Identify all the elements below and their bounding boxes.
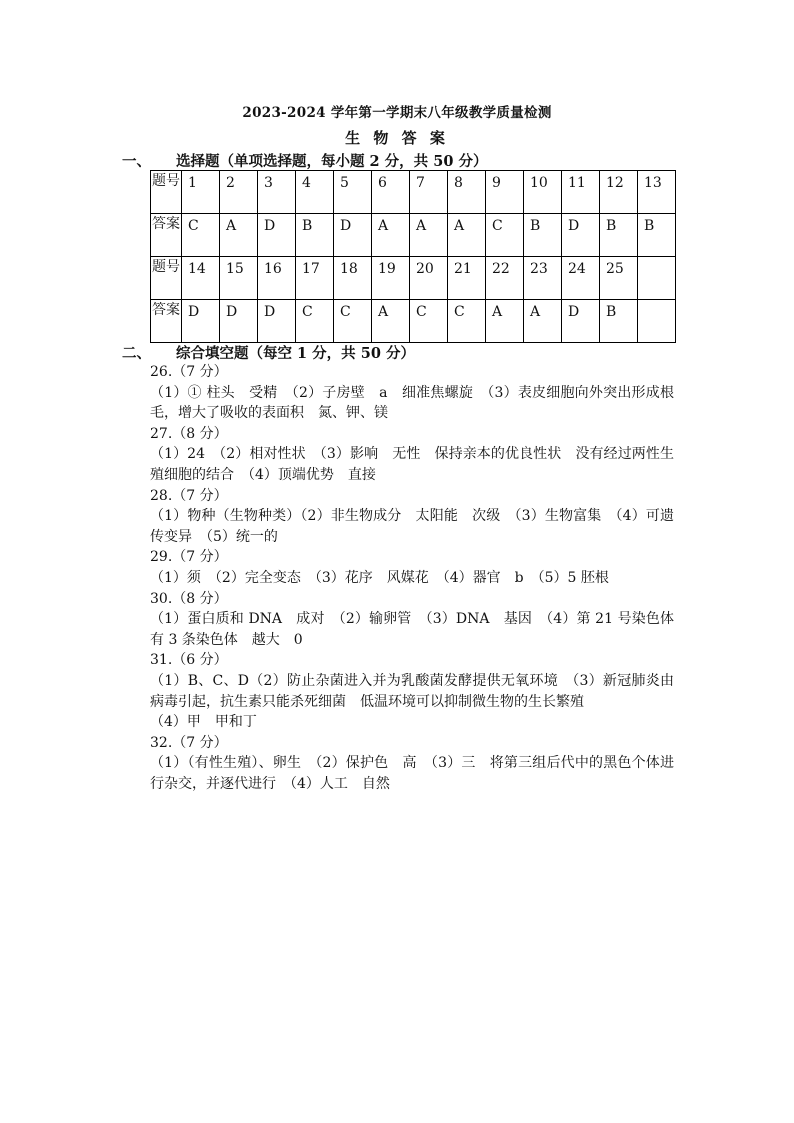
table-cell: A (410, 214, 448, 257)
section1-heading (122, 150, 487, 171)
table-cell: C (182, 214, 220, 257)
table-cell: 2 (220, 171, 258, 214)
answer-text: （1）（有性生殖）、卵生 （2）保护色 高 （3）三 将第三组后代中的黑色个体进行杂交，并逐代进行 （4）人工 自然 (150, 755, 674, 792)
table-cell: B (600, 214, 638, 257)
section1-title: 选择题（单项选择题，每小题 2 分，共 50 分） (176, 153, 488, 170)
answer-text: （4）甲 甲和丁 (150, 714, 257, 731)
question-number: 27.（8 分） (150, 425, 228, 442)
table-row-question-numbers (151, 171, 676, 214)
table-cell: A (372, 300, 410, 343)
table-cell: C (448, 300, 486, 343)
table-cell: 16 (258, 257, 296, 300)
table-cell: 14 (182, 257, 220, 300)
table-cell: A (372, 214, 410, 257)
section2-number: 二、 (122, 345, 151, 362)
table-cell (638, 257, 676, 300)
table-row-label: 答案 (151, 214, 182, 257)
table-cell: 8 (448, 171, 486, 214)
table-cell: C (334, 300, 372, 343)
table-cell: C (296, 300, 334, 343)
table-cell: 9 (486, 171, 524, 214)
table-cell: 3 (258, 171, 296, 214)
question-number: 28.（7 分） (150, 487, 228, 504)
page-subtitle: 生 物 答 案 (345, 129, 449, 147)
table-cell: 1 (182, 171, 220, 214)
fill-in-answers (150, 362, 674, 794)
table-cell: 22 (486, 257, 524, 300)
page-title: 2023-2024 学年第一学期末八年级教学质量检测 (242, 105, 552, 121)
table-cell: 20 (410, 257, 448, 300)
question-number: 30.（8 分） (150, 590, 228, 607)
choice-answer-table (150, 170, 676, 343)
table-cell: 17 (296, 257, 334, 300)
table-cell: 19 (372, 257, 410, 300)
answer-text: （1）B、C、D（2）防止杂菌进入并为乳酸菌发酵提供无氧环境 （3）新冠肺炎由病毒引起，抗生素只能杀死细菌 低温环境可以抑制微生物的生长繁殖 (150, 672, 674, 710)
table-cell: 21 (448, 257, 486, 300)
table-cell: D (258, 300, 296, 343)
table-cell: 10 (524, 171, 562, 214)
table-row-answers (151, 300, 676, 343)
table-cell: 5 (334, 171, 372, 214)
table-cell: D (562, 214, 600, 257)
question-number: 26.（7 分） (150, 364, 228, 380)
table-row-label: 题号 (151, 171, 182, 214)
table-row-label: 题号 (151, 257, 182, 300)
table-cell: 12 (600, 171, 638, 214)
answer-text: （1）24 （2）相对性状 （3）影响 无性 保持亲本的优良性状 没有经过两性生殖细胞的结合 （4）顶端优势 直接 (150, 446, 674, 483)
table-cell: 4 (296, 171, 334, 214)
table-cell: 24 (562, 257, 600, 300)
table-cell: 25 (600, 257, 638, 300)
answer-text: （1）① 柱头 受精 （2）子房壁 a 细准焦螺旋 （3）表皮细胞向外突出形成根毛，增大了吸收的表面积 氮、钾、镁 (150, 384, 674, 422)
table-cell: B (296, 214, 334, 257)
table-row-question-numbers (151, 257, 676, 300)
table-cell: 13 (638, 171, 676, 214)
section2-title: 综合填空题（每空 1 分，共 50 分） (176, 345, 415, 362)
table-cell: 6 (372, 171, 410, 214)
table-cell: A (220, 214, 258, 257)
table-cell: C (486, 214, 524, 257)
table-cell (638, 300, 676, 343)
table-cell: D (562, 300, 600, 343)
table-cell: 23 (524, 257, 562, 300)
question-number: 29.（7 分） (150, 549, 228, 566)
table-row-label: 答案 (151, 300, 182, 343)
table-cell: B (638, 214, 676, 257)
question-number: 31.（6 分） (150, 652, 228, 669)
table-cell: D (182, 300, 220, 343)
answer-text: （1）蛋白质和 DNA 成对 （2）输卵管 （3）DNA 基因 （4）第 21 号染色体有 3 条染色体 越大 0 (150, 611, 674, 648)
table-cell: A (524, 300, 562, 343)
section2-heading (122, 342, 415, 363)
answer-text: （1）物种（生物种类）（2）非生物成分 太阳能 次级 （3）生物富集 （4）可遗传变异 （5）统一的 (150, 508, 674, 545)
table-cell: C (410, 300, 448, 343)
table-cell: D (220, 300, 258, 343)
table-cell: 18 (334, 257, 372, 300)
table-cell: 15 (220, 257, 258, 300)
table-cell: 7 (410, 171, 448, 214)
table-cell: A (448, 214, 486, 257)
table-cell: D (334, 214, 372, 257)
answer-text: （1）须 （2）完全变态 （3）花序 风媒花 （4）器官 b （5）5 胚根 (150, 569, 609, 586)
table-cell: D (258, 214, 296, 257)
table-row-answers (151, 214, 676, 257)
table-cell: B (600, 300, 638, 343)
question-number: 32.（7 分） (150, 734, 228, 751)
table-cell: A (486, 300, 524, 343)
table-cell: B (524, 214, 562, 257)
table-cell: 11 (562, 171, 600, 214)
section1-number: 一、 (122, 153, 151, 170)
